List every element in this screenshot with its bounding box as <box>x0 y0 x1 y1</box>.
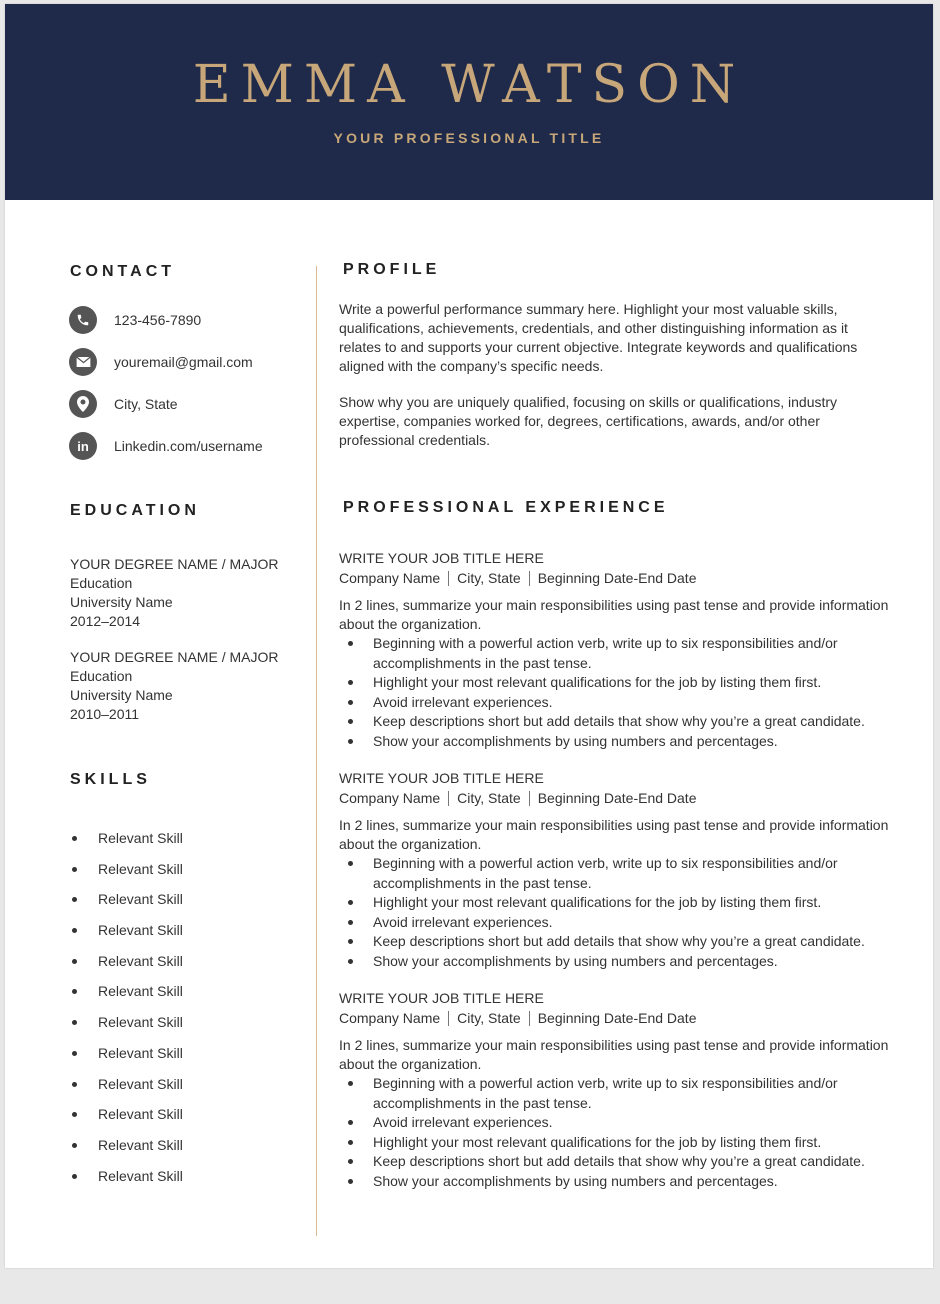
contact-location <box>69 390 178 418</box>
job-bullet: Avoid irrelevant experiences. <box>339 913 899 933</box>
education-years: 2010–2011 <box>70 706 140 722</box>
job-dates: Beginning Date-End Date <box>537 790 697 806</box>
job-bullet: Beginning with a powerful action verb, write up to six responsibilities and/or accomplishments in the past tense. <box>339 1074 899 1113</box>
meta-separator <box>529 791 530 806</box>
meta-separator <box>448 791 449 806</box>
education-entry <box>70 555 300 631</box>
meta-separator <box>448 1011 449 1026</box>
job-dates: Beginning Date-End Date <box>537 570 697 586</box>
candidate-name: EMMA WATSON <box>192 55 746 115</box>
job-meta <box>339 1008 899 1028</box>
skill-item: Relevant Skill <box>70 918 183 949</box>
job-bullet: Keep descriptions short but add details that show why you’re a great candidate. <box>339 1152 899 1172</box>
meta-separator <box>529 1011 530 1026</box>
company-name: Company Name <box>339 790 441 806</box>
phone-text: 123-456-7890 <box>114 312 202 328</box>
job-entry <box>339 989 899 1191</box>
education-entry <box>70 648 300 724</box>
contact-phone <box>69 306 201 334</box>
skill-item: Relevant Skill <box>70 1041 183 1072</box>
profile-paragraph: Write a powerful performance summary here. Highlight your most valuable skills, qualifications, achievements, credentials, and other distinguishing information as it relates to and supports your current objective. Integrate keywords and qualifications aligned with the company’s specific needs. <box>339 301 858 374</box>
job-bullets <box>339 854 899 971</box>
job-bullets <box>339 1074 899 1191</box>
skill-item: Relevant Skill <box>70 1164 183 1195</box>
skill-item: Relevant Skill <box>70 1010 183 1041</box>
job-bullet: Highlight your most relevant qualifications for the job by listing them first. <box>339 1133 899 1153</box>
skills-list <box>70 826 183 1194</box>
meta-separator <box>529 571 530 586</box>
job-summary: In 2 lines, summarize your main responsibilities using past tense and provide information about the organization. <box>339 597 889 632</box>
phone-icon <box>69 306 97 334</box>
education-years: 2012–2014 <box>70 613 141 629</box>
university-name: University Name <box>70 594 173 610</box>
company-name: Company Name <box>339 570 441 586</box>
job-bullet: Highlight your most relevant qualifications for the job by listing them first. <box>339 673 899 693</box>
linkedin-text[interactable]: Linkedin.com/username <box>114 438 263 454</box>
degree-name: YOUR DEGREE NAME / MAJOR <box>70 556 279 572</box>
skill-item: Relevant Skill <box>70 826 183 857</box>
contact-linkedin <box>69 432 263 460</box>
degree-field: Education <box>70 668 133 684</box>
job-entry <box>339 769 899 971</box>
professional-title: YOUR PROFESSIONAL TITLE <box>333 130 605 146</box>
job-dates: Beginning Date-End Date <box>537 1010 697 1026</box>
job-bullet: Keep descriptions short but add details that show why you’re a great candidate. <box>339 712 899 732</box>
university-name: University Name <box>70 687 173 703</box>
skills-heading: SKILLS <box>70 771 151 788</box>
job-summary: In 2 lines, summarize your main responsibilities using past tense and provide information about the organization. <box>339 817 889 852</box>
job-bullets <box>339 634 899 751</box>
degree-name: YOUR DEGREE NAME / MAJOR <box>70 649 279 665</box>
meta-separator <box>448 571 449 586</box>
skill-item: Relevant Skill <box>70 1072 183 1103</box>
job-entry <box>339 549 899 751</box>
job-meta <box>339 788 899 808</box>
profile-paragraph: Show why you are uniquely qualified, focusing on skills or qualifications, industry expertise, companies worked for, degrees, certifications, awards, and/or other professional credentials. <box>339 394 838 448</box>
job-bullet: Keep descriptions short but add details that show why you’re a great candidate. <box>339 932 899 952</box>
job-title: WRITE YOUR JOB TITLE HERE <box>339 770 544 786</box>
resume-page <box>5 4 933 1268</box>
job-bullet: Avoid irrelevant experiences. <box>339 1113 899 1133</box>
job-location: City, State <box>457 790 521 806</box>
job-bullet: Show your accomplishments by using numbers and percentages. <box>339 1172 899 1192</box>
experience-heading: PROFESSIONAL EXPERIENCE <box>343 499 669 516</box>
column-divider <box>316 266 317 1236</box>
email-icon <box>69 348 97 376</box>
contact-email <box>69 348 253 376</box>
job-bullet: Show your accomplishments by using numbers and percentages. <box>339 952 899 972</box>
degree-field: Education <box>70 575 133 591</box>
location-text: City, State <box>114 396 178 412</box>
profile-heading: PROFILE <box>343 261 441 278</box>
job-title: WRITE YOUR JOB TITLE HERE <box>339 550 544 566</box>
job-summary: In 2 lines, summarize your main responsibilities using past tense and provide information about the organization. <box>339 1037 889 1072</box>
skill-item: Relevant Skill <box>70 887 183 918</box>
job-bullet: Avoid irrelevant experiences. <box>339 693 899 713</box>
job-title: WRITE YOUR JOB TITLE HERE <box>339 990 544 1006</box>
job-meta <box>339 568 899 588</box>
job-bullet: Beginning with a powerful action verb, write up to six responsibilities and/or accomplishments in the past tense. <box>339 854 899 893</box>
skill-item: Relevant Skill <box>70 979 183 1010</box>
job-bullet: Highlight your most relevant qualifications for the job by listing them first. <box>339 893 899 913</box>
job-location: City, State <box>457 570 521 586</box>
skill-item: Relevant Skill <box>70 1133 183 1164</box>
job-location: City, State <box>457 1010 521 1026</box>
email-text[interactable]: youremail@gmail.com <box>114 354 253 370</box>
skill-item: Relevant Skill <box>70 1102 183 1133</box>
location-pin-icon <box>69 390 97 418</box>
contact-heading: CONTACT <box>70 263 176 280</box>
skill-item: Relevant Skill <box>70 857 183 888</box>
education-heading: EDUCATION <box>70 502 200 519</box>
resume-header <box>5 4 933 200</box>
company-name: Company Name <box>339 1010 441 1026</box>
job-bullet: Show your accomplishments by using numbers and percentages. <box>339 732 899 752</box>
skill-item: Relevant Skill <box>70 949 183 980</box>
job-bullet: Beginning with a powerful action verb, write up to six responsibilities and/or accomplishments in the past tense. <box>339 634 899 673</box>
linkedin-icon: in <box>69 432 97 460</box>
